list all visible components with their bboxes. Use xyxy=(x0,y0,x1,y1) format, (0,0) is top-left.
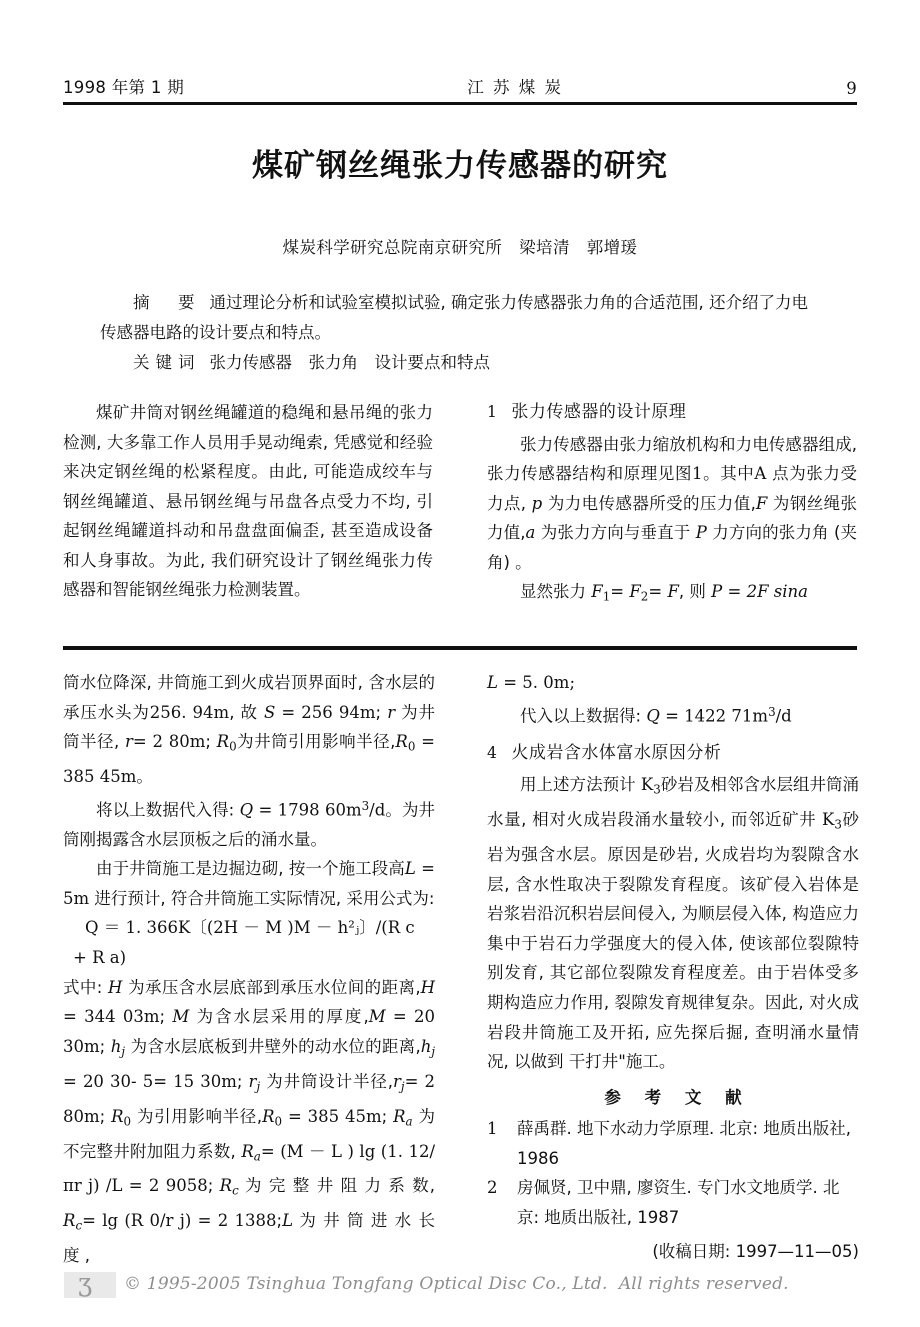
blp4-t5: 为引用影响半径, xyxy=(136,1106,263,1126)
symbol-Ra-sub: a xyxy=(405,1113,413,1128)
symbol-Ra2-sub: a xyxy=(253,1148,261,1163)
bottom-right-column xyxy=(487,668,859,1266)
symbol-H2: H xyxy=(420,977,436,997)
blp4-s1: ; xyxy=(159,1007,166,1027)
symbol-R0d: R xyxy=(262,1106,275,1126)
value-Q-exp: 3 xyxy=(361,798,370,813)
value-R0: 385 45m xyxy=(63,767,137,787)
blp4-t2: 为含水层采用的厚度, xyxy=(196,1007,369,1027)
symbol-K3b: K xyxy=(822,810,835,830)
symbol-L3: L xyxy=(487,673,498,692)
blp3-eq: = xyxy=(421,859,435,879)
blp1-eq3: = xyxy=(421,732,435,752)
symbol-Rc: R xyxy=(219,1176,233,1196)
blp4-lead: 式中: xyxy=(63,977,103,997)
symbol-rj-sub: j xyxy=(256,1079,261,1093)
eq-rhs: 2F sina xyxy=(746,582,808,601)
value-Ra-expr: (M － L ) lg (1. 12/πr j) /L xyxy=(63,1141,436,1196)
symbol-r2: r xyxy=(125,732,133,752)
symbol-R0b: R xyxy=(395,732,408,752)
header-rule xyxy=(63,102,857,105)
abstract-block xyxy=(100,288,824,378)
article-title: 煤矿钢丝绳张力传感器的研究 xyxy=(252,148,668,184)
blp3-t1: 由于井筒施工是边掘边砌, 按一个施工段高 xyxy=(96,859,405,879)
blp4-eq4: = xyxy=(404,1071,419,1091)
symbol-r: r xyxy=(387,702,396,722)
keywords-text: 张力传感器 张力角 设计要点和特点 xyxy=(209,353,490,372)
blp1-end: 。 xyxy=(136,767,153,787)
publisher-logo-icon xyxy=(64,1272,116,1298)
symbol-R0c: R xyxy=(111,1106,124,1126)
blp1-sep2: ; xyxy=(205,732,211,752)
eq-F2: F xyxy=(629,582,641,601)
bottom-left-paragraph-4 xyxy=(63,973,435,1271)
eq-F1: F xyxy=(591,582,603,601)
trp2-lead: 显然张力 xyxy=(520,582,586,601)
blp4-s4: ; xyxy=(99,1106,106,1126)
symbol-H: H xyxy=(108,977,123,997)
symbol-R0: R xyxy=(216,732,230,752)
display-equation-main: Q ＝ 1. 366K〔(2H － M )M － h²ⱼ〕/(R c xyxy=(85,918,415,938)
bottom-right-line-1 xyxy=(487,668,859,698)
blp4-eq8: = xyxy=(82,1211,96,1231)
copyright-notice: © 1995-2005 Tsinghua Tongfang Optical Disc Co., Ltd. All rights reserved. xyxy=(124,1274,789,1294)
unit-m: m xyxy=(359,702,376,722)
trp1-t6: 为张力方向与垂直于 xyxy=(540,523,691,542)
blp4-eq5: = xyxy=(287,1106,302,1126)
top-left-column xyxy=(63,398,433,605)
value-S: 256 94 xyxy=(301,702,360,722)
eq-F: F xyxy=(667,582,679,601)
eq-then: , 则 xyxy=(678,582,706,601)
blp4-eq9: = xyxy=(197,1211,212,1231)
symbol-R0-sub: 0 xyxy=(229,739,237,754)
symbol-hj: h xyxy=(110,1036,122,1056)
abstract-paragraph xyxy=(100,288,824,348)
reference-item xyxy=(487,1114,859,1173)
keywords-label: 关键词 xyxy=(133,353,201,372)
value-Rc: 2 1388 xyxy=(217,1211,277,1231)
bottom-article-columns xyxy=(63,668,860,1266)
symbol-F: F xyxy=(755,493,768,513)
running-head xyxy=(63,72,857,98)
reference-item xyxy=(487,1173,859,1232)
symbol-hj-sub: j xyxy=(121,1044,126,1059)
symbol-K3a: K xyxy=(640,775,654,795)
symbol-S: S xyxy=(263,702,276,722)
section-title: 张力传感器的设计原理 xyxy=(511,402,687,422)
blp1-sep1: ; xyxy=(375,702,382,722)
symbol-a: a xyxy=(525,523,536,542)
blp1-eq2: = xyxy=(132,732,147,752)
symbol-K3a-sub: 3 xyxy=(653,782,661,797)
symbol-hj2-sub: j xyxy=(431,1044,436,1059)
symbol-rj: r xyxy=(248,1071,257,1091)
running-head-issue: 1998 年第 1 期 xyxy=(63,78,185,97)
blp1-eq1: = xyxy=(281,702,296,722)
symbol-Q: Q xyxy=(239,800,254,820)
eq-F2-sub: 2 xyxy=(640,589,649,604)
symbol-rj2: r xyxy=(392,1071,401,1091)
value-M: 20 30m xyxy=(63,1007,436,1056)
blp4-t3: 为含水层底板到井壁外的动水位的距离, xyxy=(130,1036,421,1056)
symbol-Rc2-sub: c xyxy=(75,1218,83,1233)
received-date: (收稿日期: 1997—11—05) xyxy=(652,1241,859,1261)
symbol-L: L xyxy=(404,859,416,879)
blp4-eq6: = xyxy=(260,1141,275,1161)
bottom-left-paragraph-1 xyxy=(63,668,435,792)
value-L: 5m xyxy=(63,888,90,908)
value-Q2-exp: 3 xyxy=(768,704,776,719)
top-right-paragraph-2 xyxy=(487,577,857,612)
figure-ref: 1 xyxy=(692,464,703,483)
reference-text: 薛禹群. 地下水动力学原理. 北京: 地质出版社, 1986 xyxy=(517,1119,852,1168)
brp2-t3: 砂岩为强含水层。原因是砂岩, 火成岩均为裂隙含水层, 含水性取决于裂隙发育程度。该矿侵入岩体是岩浆岩沿沉积岩层间侵入, 为顺层侵入体, 构造应力集中于岩石力学强度大的侵入体, 使该部位裂隙特别发育, 其它部位裂隙发育程度差。由于岩体受多期构造应力作用, 裂隙发育规律复杂。因此, 对火成岩段井筒施工及开拓, 应先探后掘, 查明涌水量情况, 以做到 干打井"施工。 xyxy=(487,810,859,1072)
blp1-t2: , 故 xyxy=(229,702,258,722)
blp1-t1: 筒水位降深, 井筒施工到火成岩顶界面时, 含水层的承压水头为 xyxy=(63,673,435,722)
blp1-t4: 为井筒引用影响半径, xyxy=(236,732,396,752)
brp2-t2: 砂岩及相邻含水层组井筒涌水量, 相对火成岩段涌水量较小, 而邻近矿井 xyxy=(487,775,860,830)
value-head: 256. 94m xyxy=(149,702,230,722)
section-heading-1 xyxy=(487,398,857,428)
blp4-s7: ; xyxy=(276,1211,283,1231)
symbol-hj2: h xyxy=(420,1036,432,1056)
brp1-eq: = xyxy=(665,705,679,725)
symbol-p: p xyxy=(531,493,543,513)
value-rj: 2 80m xyxy=(63,1071,435,1126)
blp4-t8: 为 井 筒 进 水 长 度 , xyxy=(63,1211,436,1266)
article-separator-rule xyxy=(63,646,857,650)
symbol-L2: L xyxy=(282,1211,294,1231)
bottom-right-paragraph-2 xyxy=(487,770,859,1077)
brl1-eq: = xyxy=(503,673,518,692)
value-H: 344 03m xyxy=(84,1007,160,1027)
section-heading-4 xyxy=(487,739,859,769)
abstract-text: 通过理论分析和试验室模拟试验, 确定张力传感器张力角的合适范围, 还介绍了力电传感器电路的设计要点和特点。 xyxy=(100,293,808,342)
blp4-eq1: = xyxy=(63,1007,77,1027)
symbol-R0b-sub: 0 xyxy=(407,739,416,754)
value-r: 2 80m xyxy=(152,732,206,752)
page-number: 9 xyxy=(846,79,857,98)
references-title: 参 考 文 献 xyxy=(604,1087,751,1107)
value-Q: 1798 60m xyxy=(277,800,362,820)
eq-equals-2: = xyxy=(648,582,663,601)
blp4-t6: 为不完整井附加阻力系数, xyxy=(63,1106,436,1161)
blp4-eq7: = xyxy=(128,1176,143,1196)
blp4-t7: 为 完 整 井 阻 力 系 数, xyxy=(245,1176,436,1196)
symbol-M: M xyxy=(172,1007,190,1027)
trp1-t2: 。其中 xyxy=(702,464,755,483)
reference-number: 2 xyxy=(487,1178,498,1198)
trp1-t3: 点为张力受力点, xyxy=(487,464,858,513)
symbol-R0d-sub: 0 xyxy=(274,1113,283,1128)
brl1-semi: ; xyxy=(569,673,575,692)
symbol-Q2: Q xyxy=(646,705,660,725)
blp2-eq: = xyxy=(258,800,273,820)
trp1-t4: 为力电传感器所受的压力值, xyxy=(547,493,756,513)
top-left-paragraph-1: 煤矿井筒对钢丝绳罐道的稳绳和悬吊绳的张力检测, 大多靠工作人员用手晃动绳索, 凭感觉和经验来决定钢丝绳的松紧程度。由此, 可能造成绞车与钢丝绳罐道、悬吊钢丝绳与吊盘各点受力不均, 引起钢丝绳罐道抖动和吊盘盘面偏歪, 甚至造成设备和人身事故。为此, 我们研究设计了钢丝绳张力传感器和智能钢丝绳张力检测装置。 xyxy=(63,403,433,599)
blp3-t2: 进行预计, 符合井筒施工实际情况, 采用公式为: xyxy=(94,888,435,908)
symbol-K3b-sub: 3 xyxy=(834,817,842,832)
value-Q-unit: /d xyxy=(369,800,386,820)
symbol-Ra2: R xyxy=(241,1141,254,1161)
blp4-s3: ; xyxy=(236,1071,243,1091)
symbol-P: P xyxy=(695,523,707,542)
bottom-left-column xyxy=(63,668,435,1271)
section-number: 1 xyxy=(487,403,498,421)
blp4-eq3: = xyxy=(63,1071,77,1091)
trp1-t5: 为钢丝绳张力值, xyxy=(487,493,857,542)
symbol-A: A xyxy=(754,464,767,483)
trp1-t7: 力方向的张力角 (夹角) 。 xyxy=(487,523,858,572)
value-hj: 20 30- 5= 15 30m xyxy=(82,1071,237,1091)
top-article-columns xyxy=(63,398,857,634)
eq-P: P xyxy=(711,582,723,601)
blp2-tail: 。为井筒刚揭露含水层顶板之后的涌水量。 xyxy=(63,800,436,849)
top-right-paragraph-1 xyxy=(487,430,857,578)
symbol-R0c-sub: 0 xyxy=(123,1113,132,1128)
symbol-rj2-sub: j xyxy=(400,1079,405,1093)
blp4-eq2: = xyxy=(392,1007,407,1027)
symbol-Ra: R xyxy=(393,1106,406,1126)
eq-F1-sub: 1 xyxy=(602,589,611,604)
bottom-left-paragraph-3 xyxy=(63,854,435,913)
value-L2: 5. 0m xyxy=(522,673,570,692)
blp2-lead: 将以上数据代入得: xyxy=(96,800,235,820)
keywords-paragraph xyxy=(100,348,824,378)
symbol-Rc-sub: c xyxy=(232,1183,239,1198)
value-Q2: 1422 71m xyxy=(684,705,769,725)
section-number-4: 4 xyxy=(487,743,498,762)
eq-equals-3: = xyxy=(727,582,742,601)
abstract-label: 摘 要 xyxy=(133,293,201,312)
reference-text: 房佩贤, 卫中鼎, 廖资生. 专门水文地质学. 北京: 地质出版社, 1987 xyxy=(517,1178,840,1228)
blp4-s2: ; xyxy=(99,1036,106,1056)
reference-number: 1 xyxy=(487,1119,498,1139)
blp4-s6: ; xyxy=(207,1176,214,1196)
brp2-t1: 用上述方法预计 xyxy=(520,775,636,795)
running-head-journal: 江 苏 煤 炭 xyxy=(467,78,563,97)
top-right-column xyxy=(487,398,857,612)
trp1-t1: 张力传感器由张力缩放机构和力电传感器组成, 张力传感器结构和原理见图 xyxy=(487,434,857,483)
eq-equals-1: = xyxy=(610,582,625,601)
bottom-right-paragraph-1 xyxy=(487,698,859,731)
value-Ra: 2 9058 xyxy=(148,1176,208,1196)
bottom-left-paragraph-2 xyxy=(63,792,435,855)
value-R0b: 385 45m xyxy=(307,1106,382,1126)
blp4-s5: ; xyxy=(381,1106,388,1126)
display-equation-cont: + R a) xyxy=(73,948,127,967)
symbol-M2: M xyxy=(368,1007,386,1027)
blp4-t4: 为井筒设计半径, xyxy=(266,1071,393,1091)
article-authors: 煤炭科学研究总院南京研究所 梁培清 郭增瑗 xyxy=(282,238,638,257)
value-Rc-expr: lg (R 0/r j) xyxy=(102,1211,192,1231)
symbol-Rc2: R xyxy=(63,1211,76,1231)
brp1-lead: 代入以上数据得: xyxy=(520,705,642,725)
blp4-t1: 为承压含水层底部到承压水位间的距离, xyxy=(128,977,421,997)
blp1-t3: 为井筒半径, xyxy=(63,702,436,752)
value-Q2-unit: /d xyxy=(775,705,792,725)
section-title-4: 火成岩含水体富水原因分析 xyxy=(511,742,722,763)
